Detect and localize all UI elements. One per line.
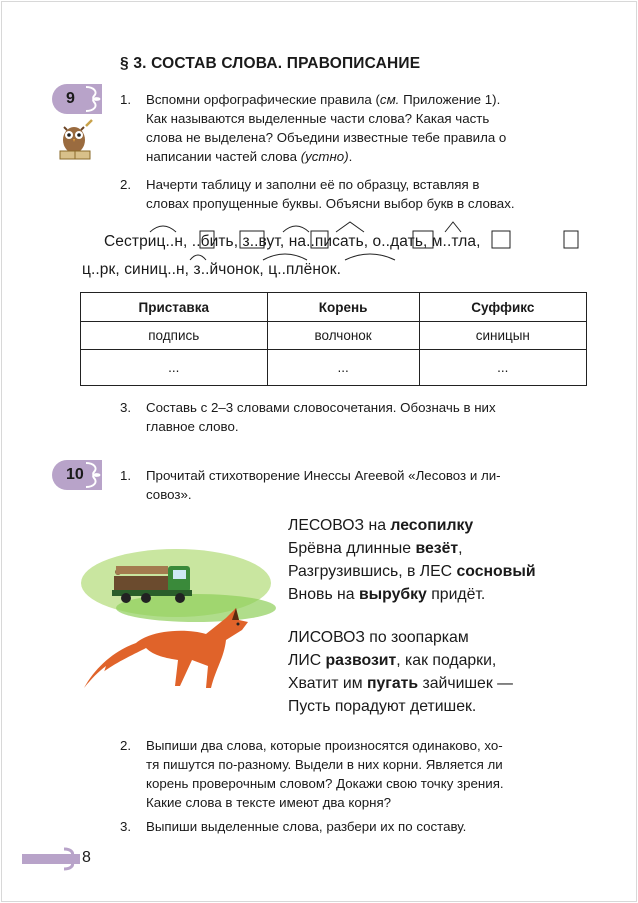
poem-stanza-1 — [288, 514, 536, 606]
table-cell: подпись — [81, 322, 268, 350]
ex10-item1-line1: Прочитай стихотворение Инессы Агеевой «Лесовоз и ли- — [146, 468, 501, 483]
table-cell: ... — [419, 350, 586, 386]
poem-text: Разгрузившись, в ЛЕС — [288, 563, 457, 580]
ex9-item2-line2: словах пропущенные буквы. Объясни выбор букв в словах. — [146, 196, 515, 211]
ex10-item1-line2: совоз». — [146, 487, 192, 502]
poem-text: Брёвна длинные — [288, 540, 416, 557]
ex9-item3 — [120, 398, 596, 436]
words-line-2: ц..рк, синиц..н, з..йчонок, ц..плёнок. — [82, 261, 342, 278]
suffix-box-mark — [492, 231, 510, 248]
root-arc-mark — [283, 226, 309, 232]
poem-line — [288, 514, 536, 537]
poem-stanza-2 — [288, 626, 513, 718]
ex9-item1-line3: слова не выделена? Объедини известные тебе правила о — [146, 130, 507, 145]
poem-line — [288, 560, 536, 583]
poem-highlight: пугать — [366, 675, 419, 692]
item-number: 3. — [120, 819, 132, 834]
table-cell: ... — [81, 350, 268, 386]
poem-line — [288, 649, 513, 672]
footer-ornament-icon — [62, 846, 82, 872]
poem-text: зайчишек — — [418, 675, 513, 692]
ex9-item1-text-b: Приложение 1). — [399, 92, 501, 107]
exercise-10-number: 10 — [66, 466, 84, 483]
poem-line: ЛИСОВОЗ по зоопаркам — [288, 629, 469, 646]
poem-line — [288, 537, 536, 560]
root-arc-mark — [190, 255, 206, 260]
poem-highlight: сосновый — [456, 563, 536, 580]
fox-and-truck-illustration — [76, 548, 276, 698]
table-cell: волчонок — [267, 322, 419, 350]
ex10-item1 — [120, 466, 596, 504]
poem-text: Вновь на — [288, 586, 359, 603]
table-cell: ... — [267, 350, 419, 386]
poem-text: , — [458, 540, 463, 557]
section-title: § 3. СОСТАВ СЛОВА. ПРАВОПИСАНИЕ — [120, 55, 421, 72]
ex10-item3-line1: Выпиши выделенные слова, разбери их по составу. — [146, 819, 467, 834]
ex9-item3-line1: Составь с 2–3 словами словосочетания. Обозначь в них — [146, 400, 496, 415]
badge-ornament-icon — [84, 460, 106, 490]
poem-highlight: вырубку — [358, 586, 427, 603]
root-arc-mark — [345, 254, 395, 260]
ex9-item1-period: . — [348, 149, 353, 164]
poem-line — [288, 672, 513, 695]
item-number: 1. — [120, 92, 132, 107]
poem-highlight: везёт — [415, 540, 459, 557]
ex10-item3 — [120, 817, 596, 836]
ex10-item2-line4: Какие слова в тексте имеют два корня? — [146, 795, 392, 810]
ex9-item1-text: Вспомни орфографические правила ( — [146, 92, 380, 107]
exercise-10-badge — [52, 460, 102, 490]
poem-text: ЛИС — [288, 652, 326, 669]
prefix-mark — [445, 222, 461, 232]
poem-highlight: лесопилку — [390, 517, 474, 534]
poem-text: ЛЕСОВОЗ на — [288, 517, 391, 534]
ending-box-mark — [564, 231, 578, 248]
poem-line — [288, 583, 536, 606]
ex10-item2-line3: корень проверочным словом? Докажи свою точку зрения. — [146, 776, 504, 791]
suffix-box-mark — [240, 231, 264, 248]
table-cell: синицын — [419, 322, 586, 350]
ex10-item2-line1: Выпиши два слова, которые произносятся одинаково, хо- — [146, 738, 503, 753]
root-arc-mark — [263, 254, 307, 260]
exercise-9-number: 9 — [66, 90, 75, 107]
words-line-1: Сестриц..н, ..бить, з..вут, на..писать, о..дать, м..тла, — [104, 233, 481, 250]
table-header-prefix: Приставка — [81, 293, 268, 322]
table-header-root: Корень — [267, 293, 419, 322]
item-number: 3. — [120, 400, 132, 415]
item-number: 2. — [120, 177, 132, 192]
item-number: 1. — [120, 468, 132, 483]
prefix-box-mark — [200, 231, 214, 248]
ex10-item2-line2: тя пишутся по-разному. Выдели в них корни. Является ли — [146, 757, 503, 772]
table-header-suffix: Суффикс — [419, 293, 586, 322]
ex9-item1-line4: написании частей слова — [146, 149, 301, 164]
page-number: 8 — [82, 849, 91, 866]
root-arc-mark — [150, 226, 176, 232]
ex9-item1-line2: Как называются выделенные части слова? Какая часть — [146, 111, 490, 126]
ex9-item2-line1: Начерти таблицу и заполни её по образцу, вставляя в — [146, 177, 480, 192]
morpheme-table — [80, 292, 587, 386]
poem-text: , как подарки, — [396, 652, 497, 669]
ending-box-mark — [311, 231, 328, 248]
poem-highlight: развозит — [325, 652, 397, 669]
poem-text: придёт. — [426, 586, 486, 603]
item-number: 2. — [120, 738, 132, 753]
ex9-item1-see: см. — [379, 92, 400, 107]
poem-line: Пусть порадуют детишек. — [288, 698, 477, 715]
morpheme-marks — [0, 0, 638, 300]
poem-text: Хватит им — [288, 675, 367, 692]
ex9-item1-oral: (устно) — [300, 149, 349, 164]
ex10-item2 — [120, 736, 596, 812]
prefix-mark — [336, 222, 364, 232]
ex9-item3-line2: главное слово. — [146, 419, 239, 434]
suffix-box-mark — [413, 231, 433, 248]
